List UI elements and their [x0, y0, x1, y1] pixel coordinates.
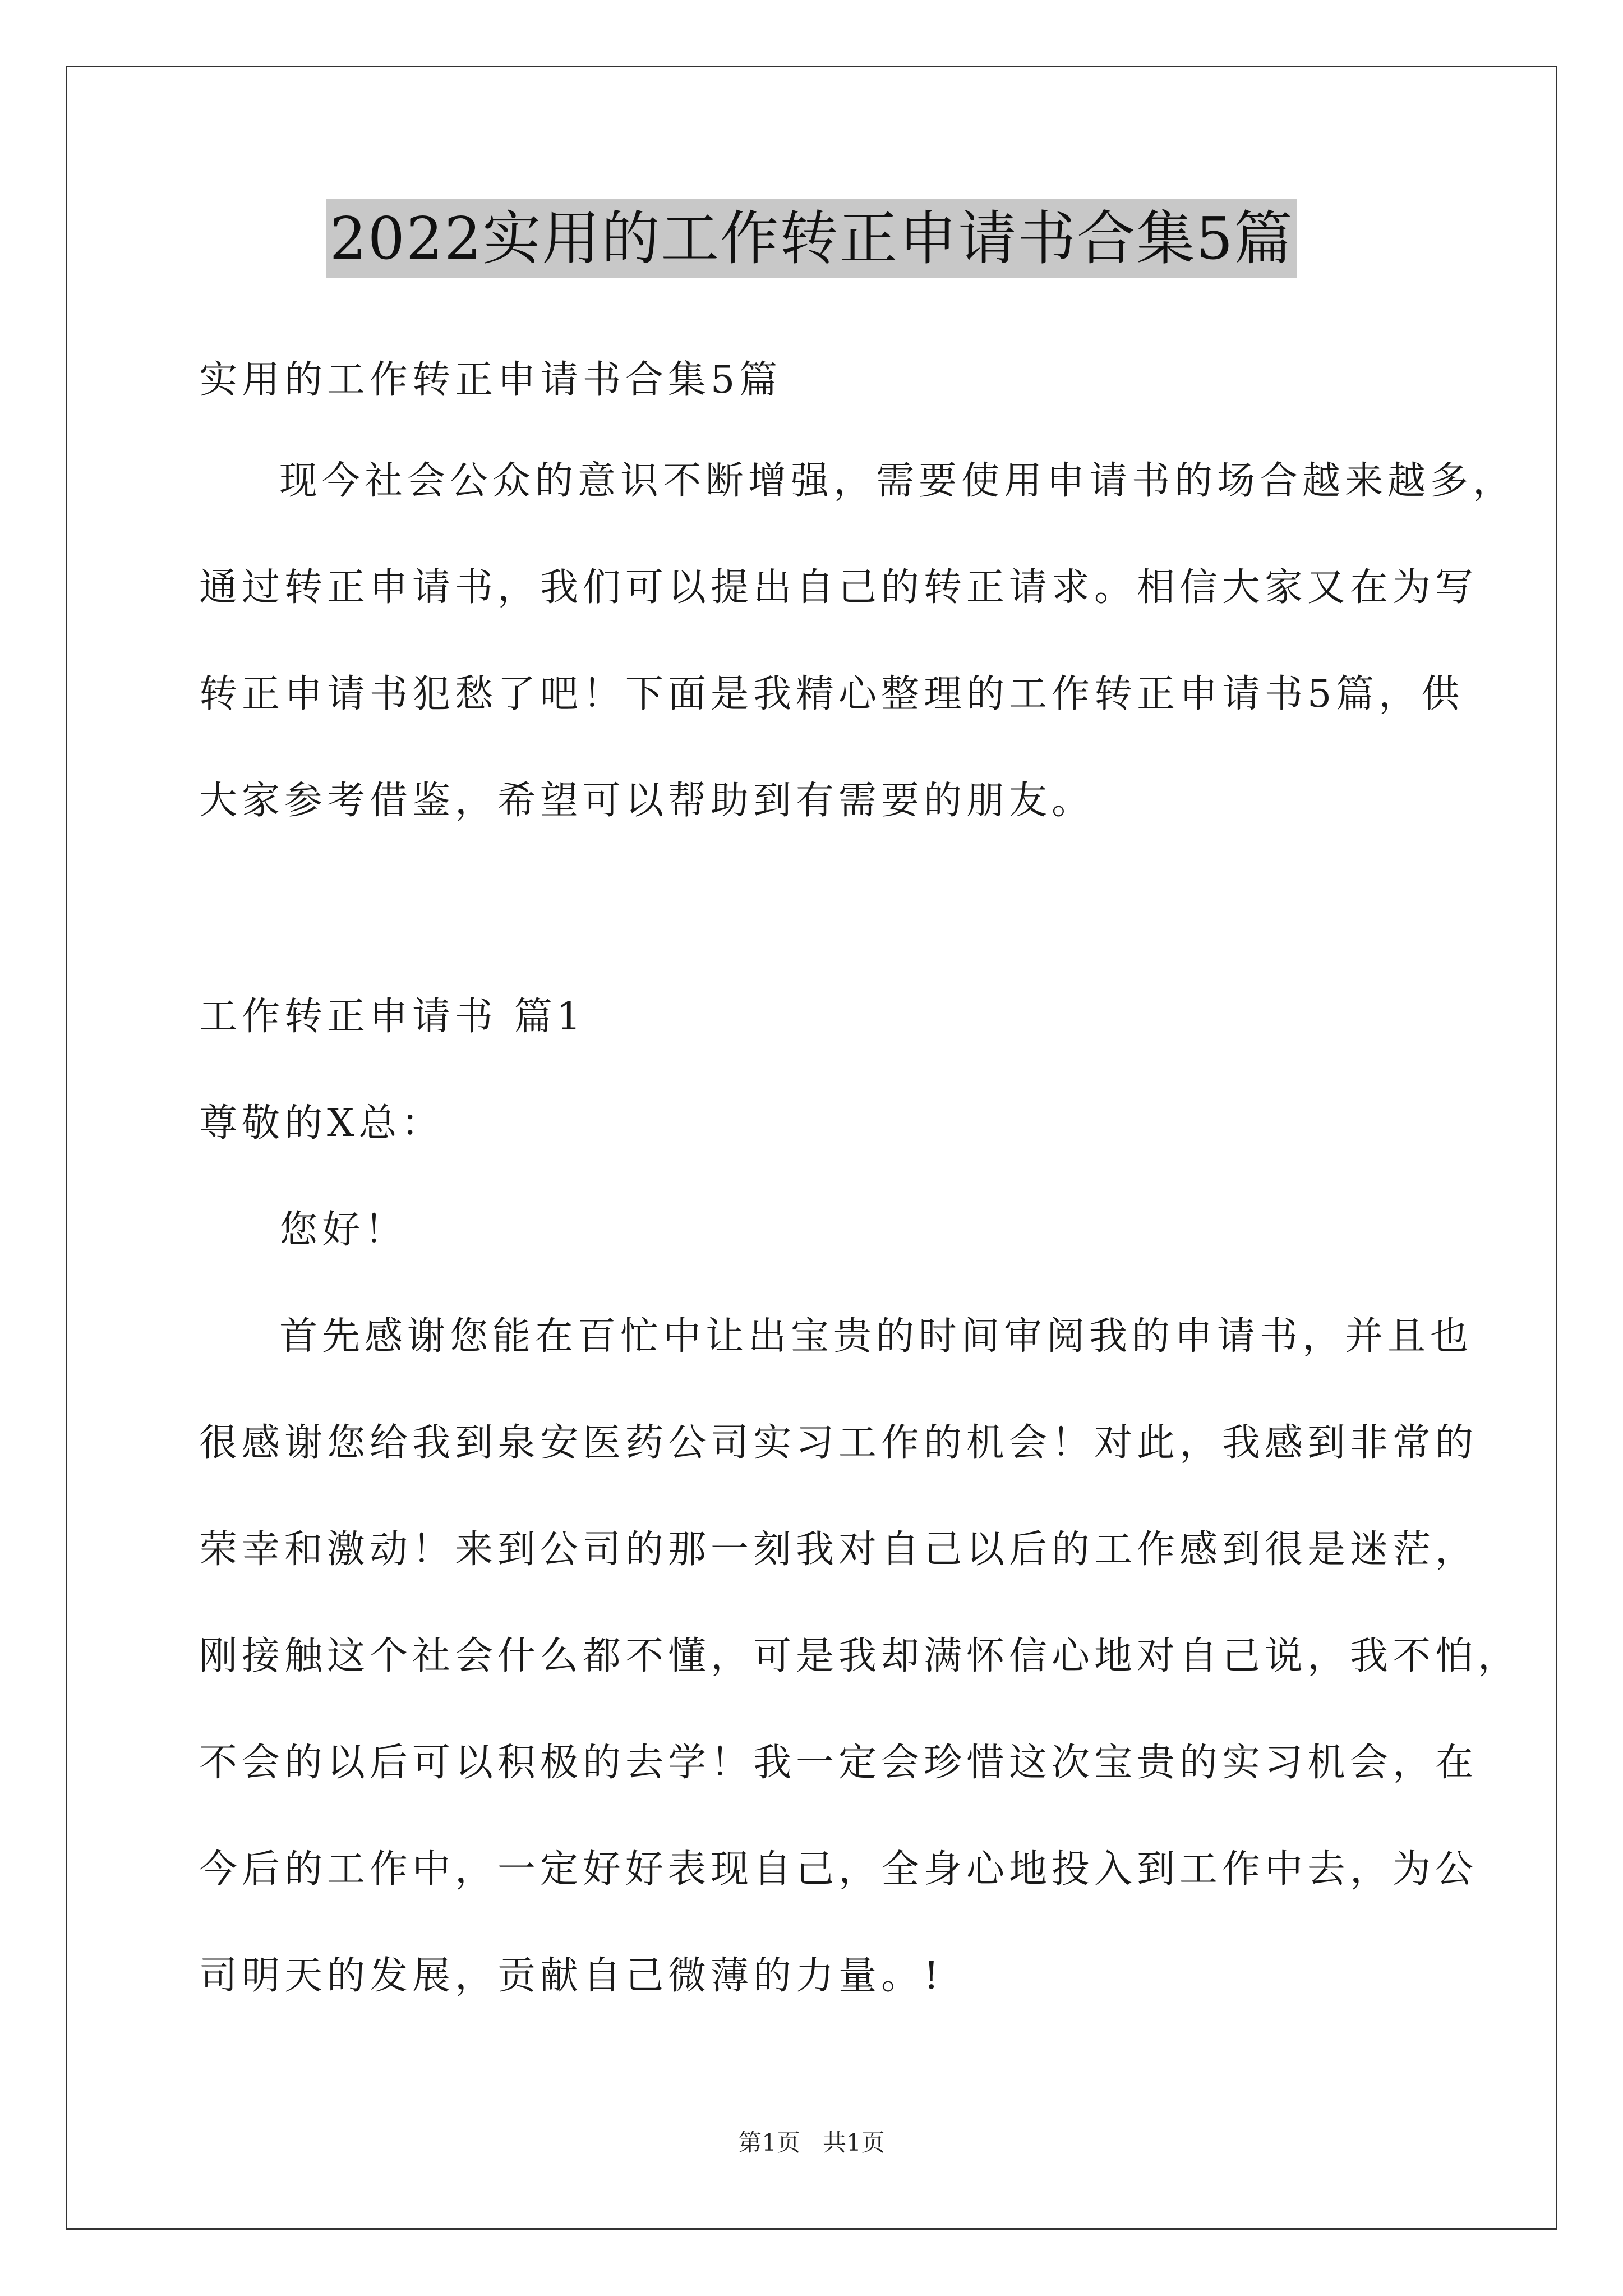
intro-paragraph-line: 通过转正申请书，我们可以提出自己的转正请求。相信大家又在为写: [199, 565, 1478, 610]
body-paragraph-line: 不会的以后可以积极的去学！我一定会珍惜这次宝贵的实习机会，在: [199, 1741, 1478, 1785]
page-footer: 第1页 共1页: [738, 2129, 885, 2156]
intro-paragraph-line: 转正申请书犯愁了吧！下面是我精心整理的工作转正申请书5篇，供: [199, 672, 1464, 716]
salutation: 尊敬的X总：: [199, 1101, 444, 1145]
body-paragraph-line: 司明天的发展，贡献自己微薄的力量。!: [199, 1954, 944, 1998]
document-title: 2022实用的工作转正申请书合集5篇: [326, 199, 1297, 278]
greeting: 您好！: [279, 1208, 408, 1252]
body-paragraph-line: 很感谢您给我到泉安医药公司实习工作的机会！对此，我感到非常的: [199, 1421, 1478, 1465]
subtitle-line: 实用的工作转正申请书合集5篇: [199, 358, 782, 402]
section-heading: 工作转正申请书 篇1: [199, 995, 585, 1039]
body-paragraph-line: 刚接触这个社会什么都不懂，可是我却满怀信心地对自己说，我不怕，: [199, 1634, 1521, 1678]
body-paragraph-line: 今后的工作中，一定好好表现自己，全身心地投入到工作中去，为公: [199, 1847, 1478, 1892]
body-paragraph-line: 荣幸和激动！来到公司的那一刻我对自己以后的工作感到很是迷茫，: [199, 1527, 1478, 1572]
intro-paragraph-line: 现今社会公众的意识不断增强，需要使用申请书的场合越来越多，: [279, 459, 1516, 503]
intro-paragraph-line: 大家参考借鉴，希望可以帮助到有需要的朋友。: [199, 779, 1095, 823]
body-paragraph-line: 首先感谢您能在百忙中让出宝贵的时间审阅我的申请书，并且也: [279, 1314, 1473, 1359]
title-container: [0, 199, 1623, 278]
